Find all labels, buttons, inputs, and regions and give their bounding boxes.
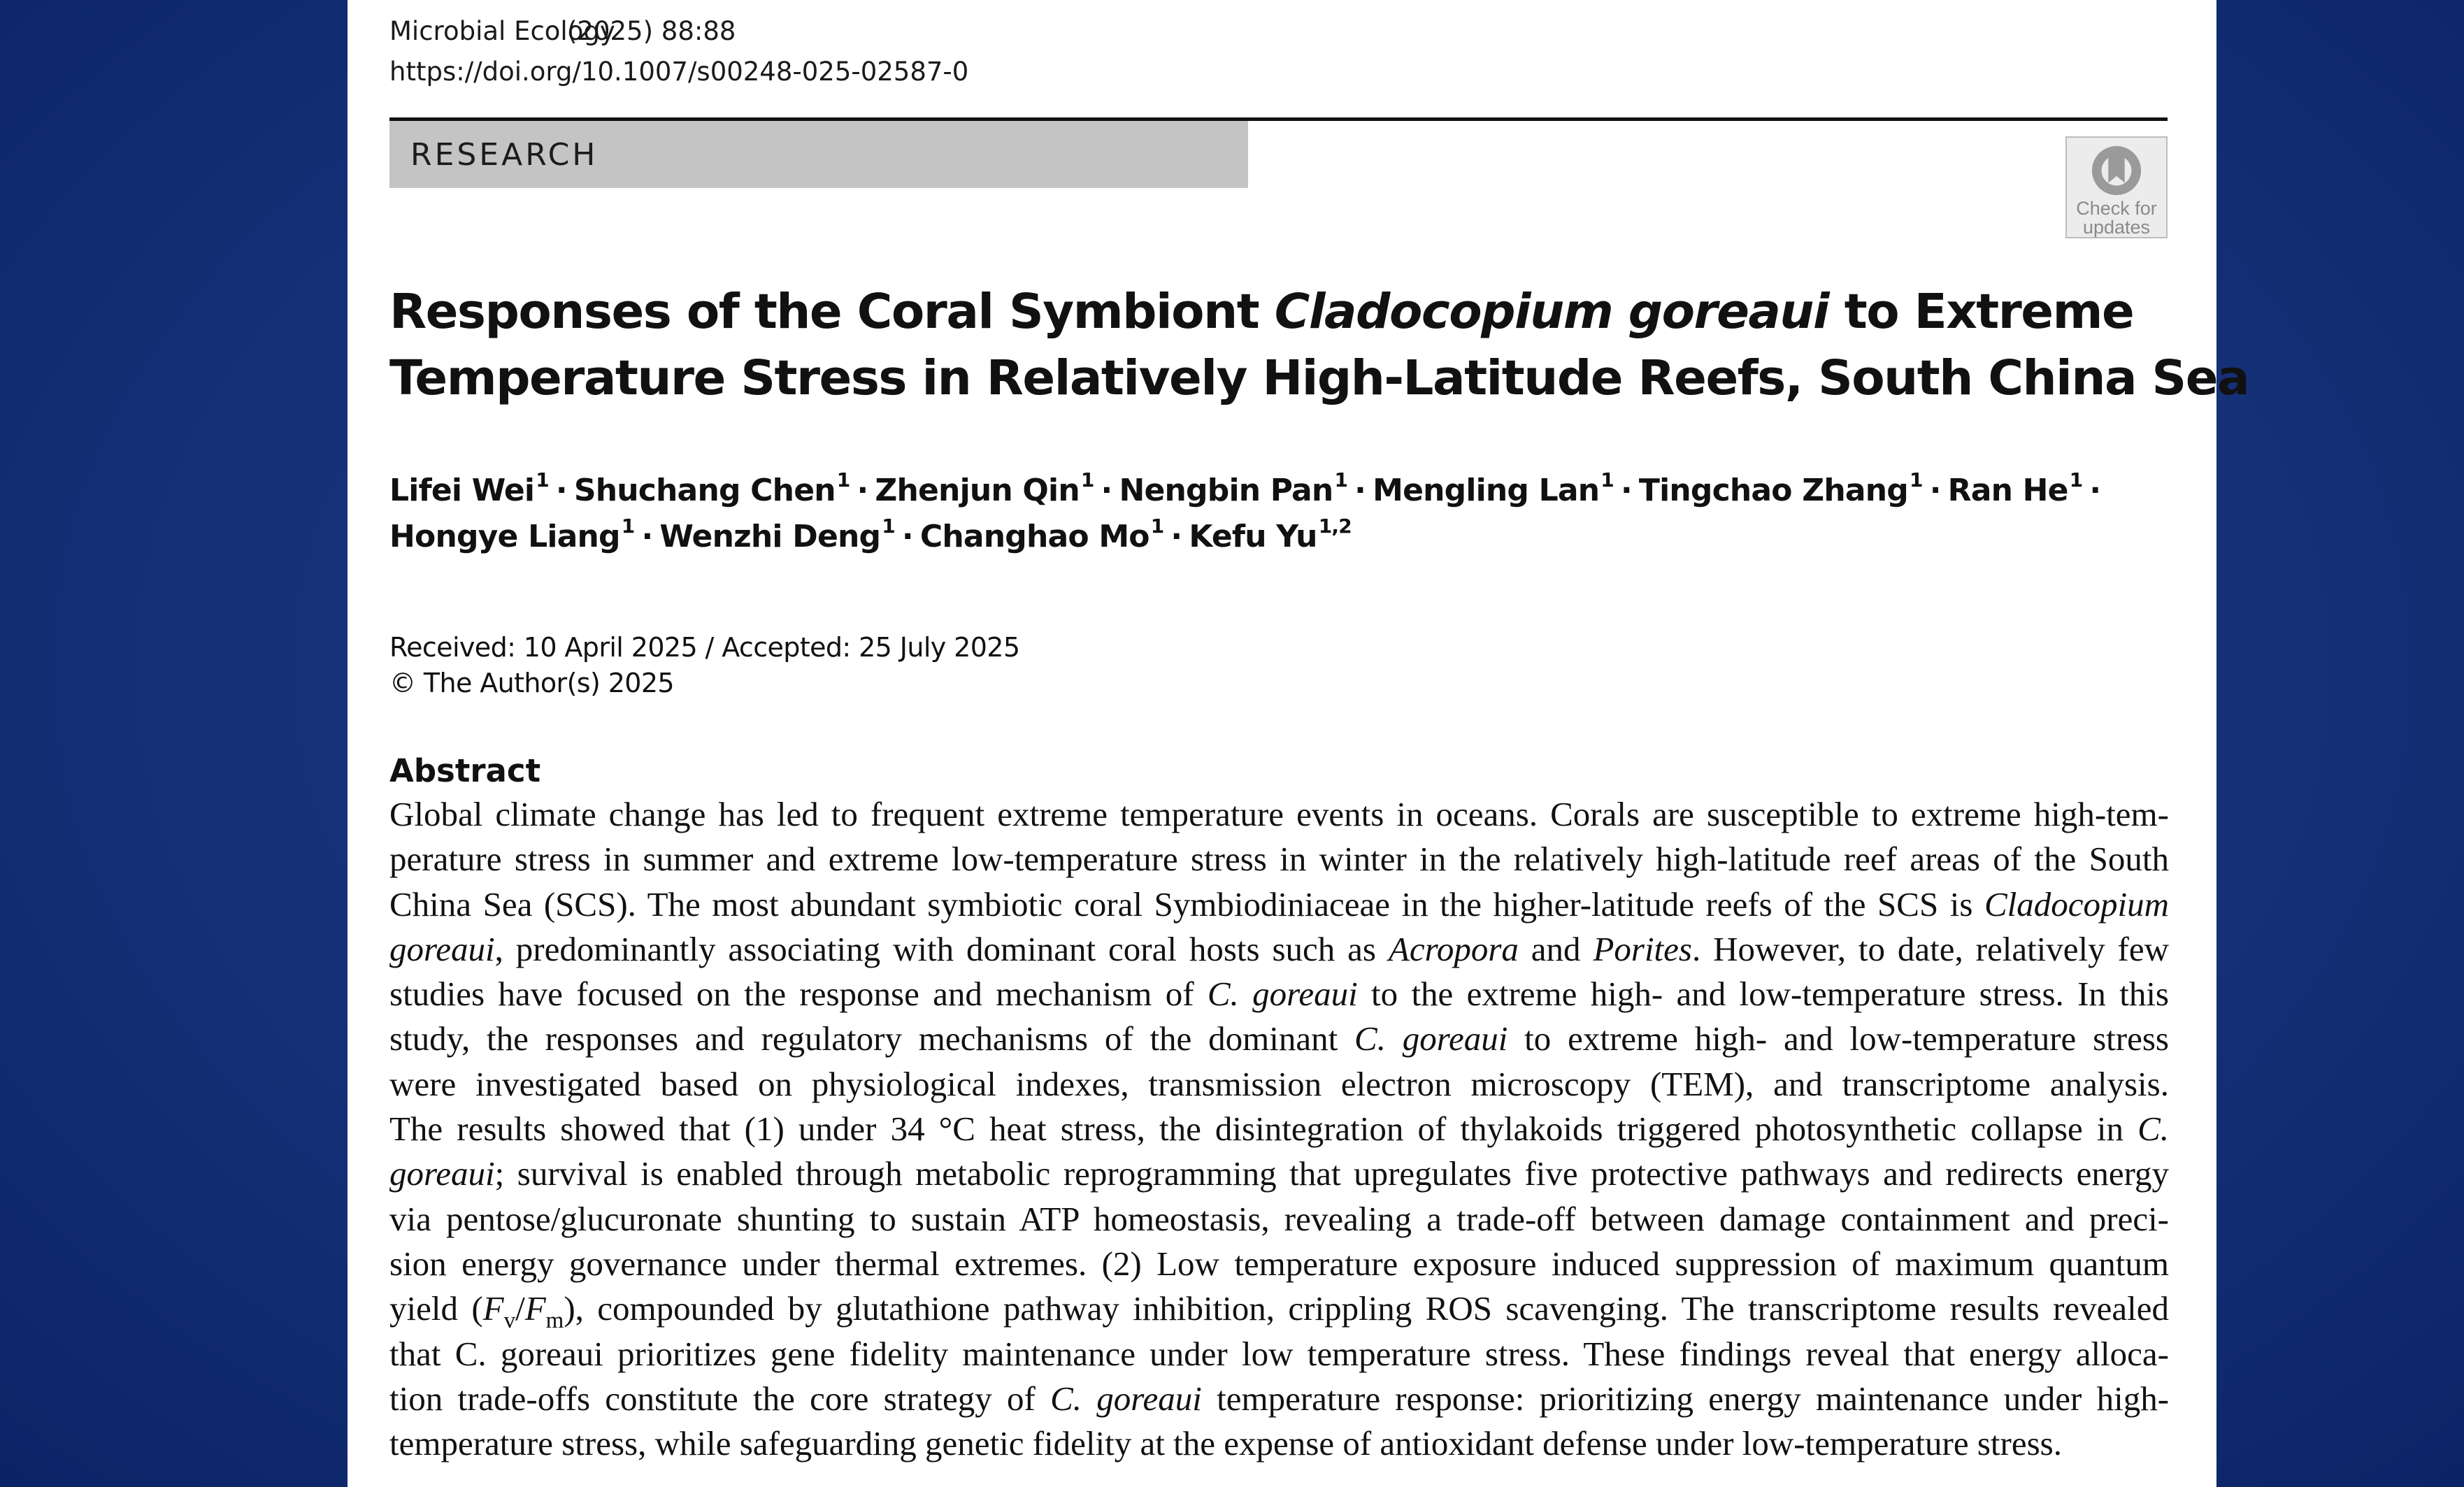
abstract-text: Global climate change has led to frequent extreme temperature events in oceans. Corals are susceptible to extreme high-tem- bbox=[389, 795, 2169, 833]
title-text: to Extreme bbox=[1828, 284, 2134, 340]
doi-link[interactable]: https://doi.org/10.1007/s00248-025-02587-0 bbox=[389, 57, 969, 87]
abstract-text: ), compounded by glutathione pathway inhibition, crippling ROS scavenging. The transcriptome results revealed bbox=[564, 1289, 2169, 1328]
author-separator: · bbox=[901, 519, 913, 554]
author-separator: · bbox=[1620, 473, 1632, 508]
author-affiliation: 1 bbox=[621, 515, 635, 538]
author-affiliation: 1 bbox=[536, 468, 549, 491]
abstract-line bbox=[389, 1197, 2169, 1242]
author-separator: · bbox=[1354, 473, 1366, 508]
check-label-line1: Check for bbox=[2076, 198, 2157, 219]
abstract-text: China Sea (SCS). The most abundant symbiotic coral Symbiodiniaceae in the higher-latitude reefs of the SCS is bbox=[389, 884, 1984, 924]
check-for-updates-icon bbox=[2089, 143, 2144, 198]
author-affiliation: 1,2 bbox=[1318, 515, 1352, 538]
author-name: Nengbin Pan bbox=[1119, 473, 1333, 508]
copyright: © The Author(s) 2025 bbox=[389, 668, 675, 698]
abstract-subscript: m bbox=[545, 1308, 564, 1334]
abstract-line bbox=[389, 837, 2169, 882]
author[interactable] bbox=[1638, 468, 1923, 508]
article-content bbox=[389, 0, 2249, 1466]
author-separator: · bbox=[641, 519, 653, 554]
author-name: Kefu Yu bbox=[1189, 519, 1317, 554]
abstract-text: temperature stress, while safeguarding genetic fidelity at the expense of antioxidant defense under low-temperature stress. bbox=[389, 1424, 2062, 1463]
abstract-text: studies have focused on the response and mechanism of bbox=[389, 975, 1208, 1014]
check-for-updates-button[interactable] bbox=[2065, 136, 2168, 238]
check-label-line2: updates bbox=[2082, 217, 2151, 238]
author-name: Hongye Liang bbox=[389, 519, 620, 554]
author[interactable] bbox=[659, 515, 895, 554]
abstract-text: tion trade-offs constitute the core strategy of bbox=[389, 1379, 1051, 1418]
author-separator: · bbox=[555, 473, 567, 508]
author-name: Zhenjun Qin bbox=[875, 473, 1080, 508]
abstract-italic: goreaui bbox=[389, 929, 495, 968]
abstract-line bbox=[389, 1151, 2169, 1196]
author-affiliation: 1 bbox=[1150, 515, 1164, 538]
author-separator: · bbox=[857, 473, 868, 508]
journal-name: Microbial Ecology bbox=[389, 16, 615, 46]
abstract-line bbox=[389, 1107, 2169, 1151]
abstract-line bbox=[389, 1377, 2169, 1421]
abstract-text: sion energy governance under thermal extremes. (2) Low temperature exposure induced suppression of maximum quantum bbox=[389, 1244, 2169, 1283]
title-species: Cladocopium goreaui bbox=[1274, 284, 1829, 340]
abstract-italic: goreaui bbox=[389, 1154, 495, 1193]
abstract-text: and bbox=[1518, 929, 1593, 968]
abstract-line bbox=[389, 882, 2169, 927]
title-line-1 bbox=[389, 279, 2168, 345]
journal-citation bbox=[389, 11, 2168, 52]
title-line-2: Temperature Stress in Relatively High-Latitude Reefs, South China Sea bbox=[389, 350, 2249, 406]
author[interactable] bbox=[389, 468, 549, 508]
abstract-line bbox=[389, 972, 2169, 1017]
article-page bbox=[348, 0, 2249, 1487]
author-separator: · bbox=[2089, 473, 2101, 508]
author[interactable] bbox=[919, 515, 1164, 554]
author-name: Mengling Lan bbox=[1373, 473, 1600, 508]
section-label-bar bbox=[389, 121, 1248, 188]
author-name: Ran He bbox=[1947, 473, 2068, 508]
author[interactable] bbox=[1947, 468, 2083, 508]
abstract-italic: C. bbox=[2137, 1109, 2169, 1149]
abstract-italic: C. goreaui bbox=[1207, 975, 1358, 1014]
author-separator: · bbox=[1101, 473, 1112, 508]
abstract-line bbox=[389, 1242, 2169, 1286]
abstract-italic: Acropora bbox=[1388, 929, 1519, 968]
abstract-line bbox=[389, 927, 2169, 972]
author-separator: · bbox=[1170, 519, 1182, 554]
abstract-line bbox=[389, 1286, 2169, 1334]
author-line bbox=[389, 514, 2168, 560]
abstract-text: via pentose/glucuronate shunting to sustain ATP homeostasis, revealing a trade-off between damage containment and preci- bbox=[389, 1199, 2169, 1238]
author-affiliation: 1 bbox=[1600, 468, 1614, 491]
author-affiliation: 1 bbox=[2069, 468, 2083, 491]
author-affiliation: 1 bbox=[882, 515, 895, 538]
abstract-text: were investigated based on physiological indexes, transmission electron microscopy (TEM), and transcriptome analysis. bbox=[389, 1064, 2169, 1103]
article-title bbox=[389, 279, 2249, 412]
author[interactable] bbox=[389, 515, 635, 554]
title-text: Responses of the Coral Symbiont bbox=[389, 284, 1275, 340]
abstract-line bbox=[389, 1062, 2169, 1107]
abstract-italic: C. goreaui bbox=[1354, 1019, 1508, 1058]
journal-volume: (2025) 88:88 bbox=[567, 16, 736, 46]
abstract-text: that C. goreaui prioritizes gene fidelity maintenance under low temperature stress. These findings reveal that energy alloca- bbox=[389, 1334, 2169, 1373]
author-line bbox=[389, 468, 2168, 514]
author-name: Tingchao Zhang bbox=[1638, 473, 1908, 508]
received-accepted: Received: 10 April 2025 / Accepted: 25 July 2025 bbox=[389, 632, 1020, 663]
abstract-line bbox=[389, 1421, 2169, 1466]
abstract-text: . However, to date, relatively few bbox=[1691, 929, 2170, 968]
author-name: Shuchang Chen bbox=[573, 473, 836, 508]
abstract-heading: Abstract bbox=[389, 752, 541, 789]
abstract-text: to extreme high- and low-temperature stress bbox=[1507, 1019, 2169, 1058]
abstract-text: , predominantly associating with dominant coral hosts such as bbox=[494, 929, 1389, 968]
author-affiliation: 1 bbox=[1334, 468, 1348, 491]
publication-dates bbox=[389, 630, 2168, 701]
author-affiliation: 1 bbox=[836, 468, 850, 491]
abstract-text: ; survival is enabled through metabolic reprogramming that upregulates five protective pathways and redirects energy bbox=[494, 1154, 2169, 1193]
abstract-text: temperature response: prioritizing energy maintenance under high- bbox=[1201, 1379, 2170, 1418]
author-name: Wenzhi Deng bbox=[659, 519, 881, 554]
author-affiliation: 1 bbox=[1910, 468, 1923, 491]
abstract-italic: Cladocopium bbox=[1984, 884, 2169, 924]
author[interactable] bbox=[875, 468, 1094, 508]
abstract-line bbox=[389, 1332, 2169, 1377]
abstract-text: perature stress in summer and extreme low-temperature stress in winter in the relatively high-latitude reef areas of the South bbox=[389, 840, 2169, 879]
abstract-text: The results showed that (1) under 34 °C heat stress, the disintegration of thylakoids triggered photosynthetic collapse in bbox=[389, 1109, 2138, 1149]
author-list bbox=[389, 468, 2168, 560]
author-name: Changhao Mo bbox=[919, 519, 1149, 554]
abstract-text: yield ( bbox=[389, 1289, 483, 1328]
abstract-italic: F bbox=[482, 1289, 504, 1328]
abstract-italic: Porites bbox=[1593, 929, 1692, 968]
abstract-text: study, the responses and regulatory mechanisms of the dominant bbox=[389, 1019, 1355, 1058]
author[interactable] bbox=[1119, 468, 1348, 508]
author-affiliation: 1 bbox=[1080, 468, 1094, 491]
author[interactable] bbox=[1373, 468, 1614, 508]
abstract-text: / bbox=[515, 1289, 525, 1328]
abstract-text: to the extreme high- and low-temperature stress. In this bbox=[1357, 975, 2169, 1014]
abstract-italic: F bbox=[524, 1289, 546, 1328]
author-separator: · bbox=[1929, 473, 1941, 508]
abstract-line bbox=[389, 792, 2169, 837]
check-for-updates-label bbox=[2076, 199, 2157, 237]
author[interactable] bbox=[573, 468, 850, 508]
abstract-subscript: v bbox=[503, 1308, 516, 1334]
abstract-body bbox=[389, 792, 2169, 1466]
section-label: RESEARCH bbox=[410, 136, 599, 173]
abstract-line bbox=[389, 1017, 2169, 1061]
abstract-italic: C. goreaui bbox=[1050, 1379, 1202, 1418]
author[interactable] bbox=[1189, 515, 1352, 554]
author-name: Lifei Wei bbox=[389, 473, 535, 508]
